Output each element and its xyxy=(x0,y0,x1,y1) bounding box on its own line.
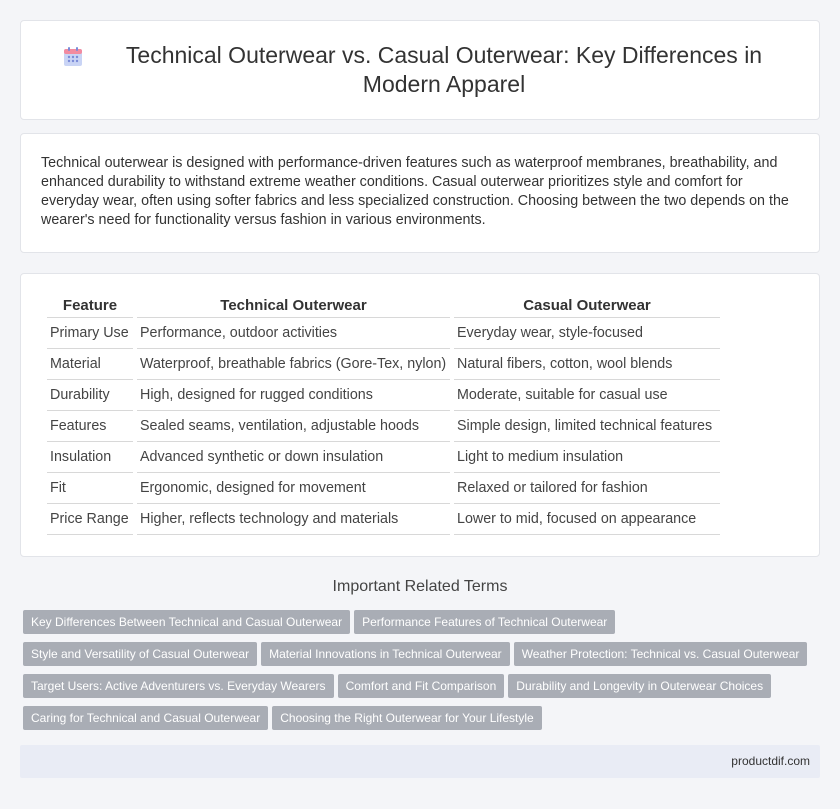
row-feature: Price Range xyxy=(47,504,133,535)
header-casual: Casual Outerwear xyxy=(454,294,720,318)
intro-paragraph: Technical outerwear is designed with performance-driven features such as waterproof membranes, breathability, and enhanced durability to withstand extreme weather conditions. Casual outerwear prioritizes style and comfort for everyday wear, often using softer fabrics and less specialized construction. Choosing between the two depends on the wearer's need for functionality versus fashion in various environments. xyxy=(41,155,789,228)
related-tag[interactable]: Material Innovations in Technical Outerwear xyxy=(261,642,510,666)
row-casual: Moderate, suitable for casual use xyxy=(454,380,720,411)
row-technical: Sealed seams, ventilation, adjustable hoods xyxy=(137,411,450,442)
row-technical: Advanced synthetic or down insulation xyxy=(137,442,450,473)
related-tags xyxy=(23,610,823,738)
related-tag[interactable]: Performance Features of Technical Outerwear xyxy=(354,610,615,634)
row-feature: Material xyxy=(47,349,133,380)
row-feature: Features xyxy=(47,411,133,442)
header-inner xyxy=(60,41,780,99)
comparison-table-card xyxy=(20,273,820,557)
related-tag[interactable]: Caring for Technical and Casual Outerwear xyxy=(23,706,268,730)
header-technical: Technical Outerwear xyxy=(137,294,450,318)
page-title: Technical Outerwear vs. Casual Outerwear: Key Differences in Modern Apparel xyxy=(125,42,763,97)
row-casual: Simple design, limited technical features xyxy=(454,411,720,442)
table-header-row xyxy=(47,294,720,318)
calendar-icon xyxy=(61,45,85,69)
table-row xyxy=(47,318,720,349)
row-feature: Insulation xyxy=(47,442,133,473)
row-technical: Waterproof, breathable fabrics (Gore-Tex, nylon) xyxy=(137,349,450,380)
row-technical: Ergonomic, designed for movement xyxy=(137,473,450,504)
intro-card xyxy=(20,133,820,253)
related-tag[interactable]: Comfort and Fit Comparison xyxy=(338,674,505,698)
table-row xyxy=(47,411,720,442)
row-technical: Performance, outdoor activities xyxy=(137,318,450,349)
comparison-table xyxy=(43,294,724,535)
row-casual: Light to medium insulation xyxy=(454,442,720,473)
row-casual: Relaxed or tailored for fashion xyxy=(454,473,720,504)
row-technical: High, designed for rugged conditions xyxy=(137,380,450,411)
row-feature: Fit xyxy=(47,473,133,504)
row-technical: Higher, reflects technology and materials xyxy=(137,504,450,535)
table-row xyxy=(47,473,720,504)
related-terms-title: Important Related Terms xyxy=(332,578,508,595)
table-row xyxy=(47,380,720,411)
related-tag[interactable]: Weather Protection: Technical vs. Casual Outerwear xyxy=(514,642,808,666)
table-row xyxy=(47,504,720,535)
footer xyxy=(20,745,820,778)
row-casual: Lower to mid, focused on appearance xyxy=(454,504,720,535)
row-feature: Primary Use xyxy=(47,318,133,349)
header-card xyxy=(20,20,820,120)
related-tag[interactable]: Style and Versatility of Casual Outerwear xyxy=(23,642,257,666)
table-row xyxy=(47,349,720,380)
related-tag[interactable]: Durability and Longevity in Outerwear Choices xyxy=(508,674,771,698)
related-tag[interactable]: Choosing the Right Outerwear for Your Lifestyle xyxy=(272,706,541,730)
table-row xyxy=(47,442,720,473)
row-feature: Durability xyxy=(47,380,133,411)
row-casual: Natural fibers, cotton, wool blends xyxy=(454,349,720,380)
related-tag[interactable]: Target Users: Active Adventurers vs. Everyday Wearers xyxy=(23,674,334,698)
related-tag[interactable]: Key Differences Between Technical and Casual Outerwear xyxy=(23,610,350,634)
row-casual: Everyday wear, style-focused xyxy=(454,318,720,349)
header-feature: Feature xyxy=(47,294,133,318)
footer-site-link[interactable]: productdif.com xyxy=(731,754,810,768)
